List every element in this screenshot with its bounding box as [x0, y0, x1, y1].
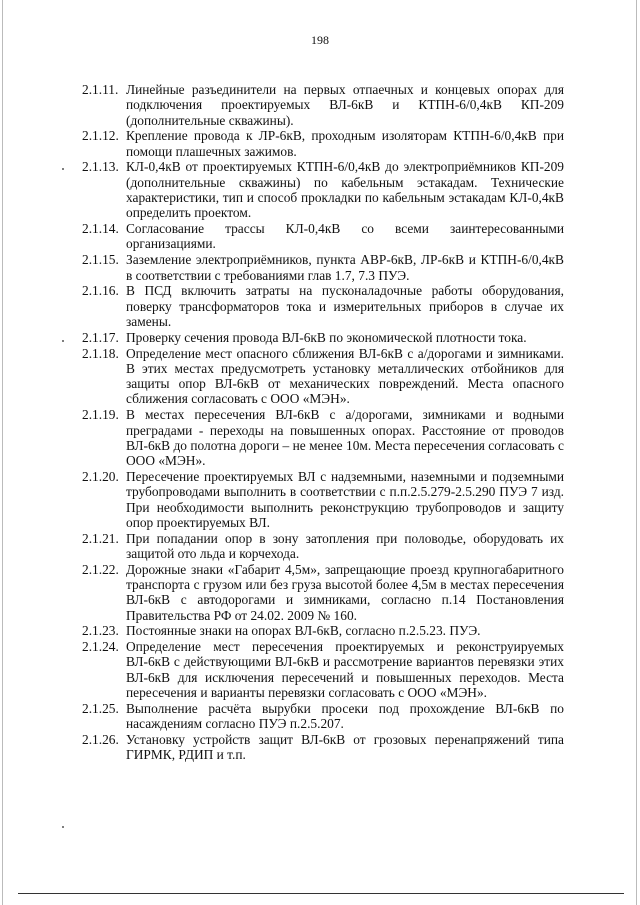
item-number: 2.1.18.: [82, 345, 119, 361]
item-text: Определение мест опасного сближения ВЛ-6кВ с а/дорогами и зимниками. В этих местах предусмотреть установку металлических отбойников для защиты опор ВЛ-6кВ от механических повреждений. Места опасного сближения согласовать с ООО «МЭН».: [126, 345, 564, 407]
scan-edge-right: [636, 0, 637, 905]
scan-mark: [62, 826, 64, 828]
page-number: 198: [311, 33, 329, 47]
item-text: КЛ-0,4кВ от проектируемых КТПН-6/0,4кВ до электроприёмников КП-209 (дополнительные скважины) по кабельным эстакадам. Технические характеристики, тип и способ прокладки по кабельным эстакадам КЛ-0,4кВ определить проектом.: [126, 159, 564, 221]
item-text: Выполнение расчёта вырубки просеки под прохождение ВЛ-6кВ по насаждениям согласно ПУЭ п.2.5.207.: [126, 700, 564, 732]
item-number: 2.1.25.: [82, 700, 119, 716]
item-text: Определение мест пересечения проектируемых и реконструируемых ВЛ-6кВ с действующими ВЛ-6кВ и рассмотрение вариантов перевязки этих ВЛ-6кВ для исключения пересечений и повышенных переходов. Места пересечения и варианты перевязки согласовать с ООО «МЭН».: [126, 639, 564, 701]
list-item: [82, 407, 564, 468]
footer-rule: [18, 893, 624, 894]
list-item: [82, 623, 564, 638]
scan-edge-left: [2, 0, 3, 905]
list-item: [82, 701, 564, 732]
list-item: [82, 221, 564, 252]
item-number: 2.1.17.: [82, 329, 119, 345]
item-number: 2.1.21.: [82, 530, 119, 546]
item-number: 2.1.11.: [82, 82, 119, 97]
list-item: [82, 562, 564, 623]
item-number: 2.1.22.: [82, 561, 119, 577]
list-item: [82, 469, 564, 530]
item-text: Согласование трассы КЛ-0,4кВ со всеми заинтересованными организациями.: [126, 221, 564, 252]
item-number: 2.1.12.: [82, 128, 119, 144]
list-item: [82, 639, 564, 700]
item-text: Заземление электроприёмников, пункта АВР-6кВ, ЛР-6кВ и КТПН-6/0,4кВ в соответствии с требованиями глав 1.7, 7.3 ПУЭ.: [126, 252, 564, 283]
item-text: В местах пересечения ВЛ-6кВ с а/дорогами, зимниками и водными преградами - переходы на повышенных опорах. Расстояние от проводов ВЛ-6кВ до полотна дороги – не менее 10м. Места пересечения согласовать с ООО «МЭН».: [126, 407, 564, 469]
scan-mark: [62, 168, 64, 170]
scan-mark: [62, 340, 64, 342]
list-item: [82, 346, 564, 407]
item-number: 2.1.24.: [82, 639, 119, 655]
list-item: [82, 531, 564, 562]
item-text: Линейные разъединители на первых отпаечных и концевых опорах для подключения проектируемых ВЛ-6кВ и КТПН-6/0,4кВ КП-209 (дополнительные скважины).: [126, 82, 564, 128]
list-item: [82, 283, 564, 329]
list-item: [82, 732, 564, 763]
item-number: 2.1.20.: [82, 468, 119, 484]
item-text: В ПСД включить затраты на пусконаладочные работы оборудования, поверку трансформаторов тока и измерительных приборов в случае их замены.: [126, 283, 564, 329]
item-number: 2.1.13.: [82, 159, 119, 175]
item-number: 2.1.16.: [82, 283, 119, 299]
list-item: [82, 330, 564, 345]
list-item: [82, 128, 564, 159]
item-number: 2.1.19.: [82, 407, 119, 423]
item-text: Крепление провода к ЛР-6кВ, проходным изоляторам КТПН-6/0,4кВ при помощи плашечных зажимов.: [126, 128, 564, 159]
list-item: [82, 82, 564, 128]
item-number: 2.1.14.: [82, 221, 119, 237]
requirements-list: [82, 82, 564, 763]
list-item: [82, 159, 564, 220]
item-text: Установку устройств защит ВЛ-6кВ от грозовых перенапряжений типа ГИРМК, РДИП и т.п.: [126, 731, 564, 763]
list-item: [82, 252, 564, 283]
item-text: Дорожные знаки «Габарит 4,5м», запрещающие проезд крупногабаритного транспорта с грузом или без груза высотой более 4,5м в местах пересечения ВЛ-6кВ с автодорогами и зимниками, согласно п.14 Постановления Правительства РФ от 24.02. 2009 № 160.: [126, 561, 564, 623]
item-text: При попадании опор в зону затопления при половодье, оборудовать их защитой ото льда и корчехода.: [126, 530, 564, 561]
item-number: 2.1.15.: [82, 252, 119, 268]
item-text: Пересечение проектируемых ВЛ с надземными, наземными и подземными трубопроводами выполнить в соответствии с п.п.2.5.279-2.5.290 ПУЭ 7 изд. При необходимости выполнить реконструкцию трубопроводов и защиту опор проектируемых ВЛ.: [126, 468, 564, 530]
item-number: 2.1.26.: [82, 731, 119, 747]
item-text: Проверку сечения провода ВЛ-6кВ по экономической плотности тока.: [126, 329, 527, 345]
item-number: 2.1.23.: [82, 623, 119, 639]
item-text: Постоянные знаки на опорах ВЛ-6кВ, согласно п.2.5.23. ПУЭ.: [126, 623, 481, 639]
